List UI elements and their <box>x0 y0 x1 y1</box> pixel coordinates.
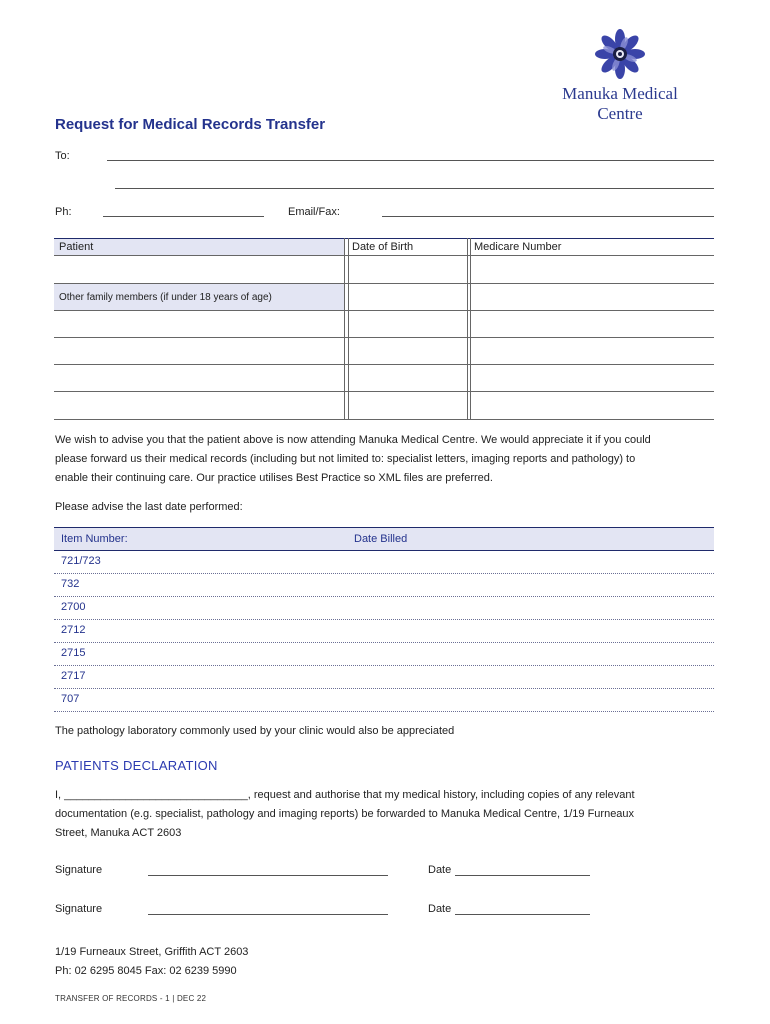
paragraph-line: enable their continuing care. Our practice utilises Best Practice so XML files are preferred. <box>55 472 493 484</box>
item-number-header: Item Number: <box>61 533 128 545</box>
pathology-text: The pathology laboratory commonly used by your clinic would also be appreciated <box>55 725 455 737</box>
item-row[interactable] <box>54 597 714 620</box>
signature-field[interactable] <box>148 914 388 915</box>
clinic-logo <box>545 28 695 124</box>
declaration-paragraph <box>55 786 715 843</box>
request-paragraph <box>55 431 715 488</box>
signature-label: Signature <box>55 864 103 876</box>
item-number: 2700 <box>61 601 86 613</box>
item-row[interactable] <box>54 551 714 574</box>
item-number: 2717 <box>61 670 86 682</box>
item-number: 707 <box>61 693 80 705</box>
column-divider <box>348 238 349 420</box>
patient-table <box>54 238 714 420</box>
item-table-header <box>54 527 714 551</box>
email-fax-field[interactable] <box>382 216 714 217</box>
item-number: 732 <box>61 578 80 590</box>
patient-header: Patient <box>59 241 94 253</box>
dob-header: Date of Birth <box>352 241 414 253</box>
family-members-label: Other family members (if under 18 years of age) <box>59 292 272 303</box>
declaration-line: documentation (e.g. specialist, pathology and imaging reports) be forwarded to Manuka Medical Centre, 1/19 Furneaux <box>55 808 635 820</box>
email-fax-label: Email/Fax: <box>288 206 340 218</box>
medicare-header: Medicare Number <box>474 241 562 253</box>
date-label: Date <box>428 864 452 876</box>
item-row[interactable] <box>54 574 714 597</box>
declaration-heading: PATIENTS DECLARATION <box>55 758 218 773</box>
clinic-name-line2: Centre <box>597 104 643 123</box>
to-field-line2[interactable] <box>115 188 714 189</box>
column-divider <box>344 238 345 420</box>
flower-logo-icon <box>594 28 646 80</box>
item-row[interactable] <box>54 620 714 643</box>
declaration-line <box>55 786 715 805</box>
footer-contact <box>55 943 248 981</box>
family-row[interactable] <box>54 365 714 392</box>
date-field[interactable] <box>455 875 590 876</box>
ph-label: Ph: <box>55 206 72 218</box>
clinic-name-line1: Manuka Medical <box>562 84 678 103</box>
item-number: 2715 <box>61 647 86 659</box>
item-number: 2712 <box>61 624 86 636</box>
family-row[interactable] <box>54 338 714 365</box>
footer-phone: Ph: 02 6295 8045 Fax: 02 6239 5990 <box>55 965 237 977</box>
column-divider <box>470 238 471 420</box>
paragraph-line: We wish to advise you that the patient above is now attending Manuka Medical Centre. We would appreciate it if you could <box>55 434 651 446</box>
item-row[interactable] <box>54 689 714 712</box>
declaration-line: Street, Manuka ACT 2603 <box>55 827 182 839</box>
paragraph-line: please forward us their medical records (including but not limited to: specialist letters, imaging reports and pathology) to <box>55 453 636 465</box>
signature-label: Signature <box>55 903 103 915</box>
page-title: Request for Medical Records Transfer <box>55 116 326 133</box>
item-row[interactable] <box>54 666 714 689</box>
date-label: Date <box>428 903 452 915</box>
column-divider <box>467 238 468 420</box>
declaration-suffix: , request and authorise that my medical history, including copies of any relevant <box>247 789 635 801</box>
to-label: To: <box>55 150 70 162</box>
family-row[interactable] <box>54 311 714 338</box>
footer-address: 1/19 Furneaux Street, Griffith ACT 2603 <box>55 946 249 958</box>
to-field-line1[interactable] <box>107 160 714 161</box>
declaration-prefix: I, <box>55 789 65 801</box>
patient-name-blank[interactable]: ______________________________ <box>64 789 248 801</box>
patient-row[interactable] <box>54 256 714 284</box>
ph-field[interactable] <box>103 216 264 217</box>
item-number: 721/723 <box>61 555 101 567</box>
signature-field[interactable] <box>148 875 388 876</box>
date-field[interactable] <box>455 914 590 915</box>
family-row[interactable] <box>54 392 714 420</box>
advise-text: Please advise the last date performed: <box>55 501 243 513</box>
item-row[interactable] <box>54 643 714 666</box>
footer-page-label: TRANSFER OF RECORDS - 1 | DEC 22 <box>55 994 207 1003</box>
date-billed-header: Date Billed <box>354 533 408 545</box>
